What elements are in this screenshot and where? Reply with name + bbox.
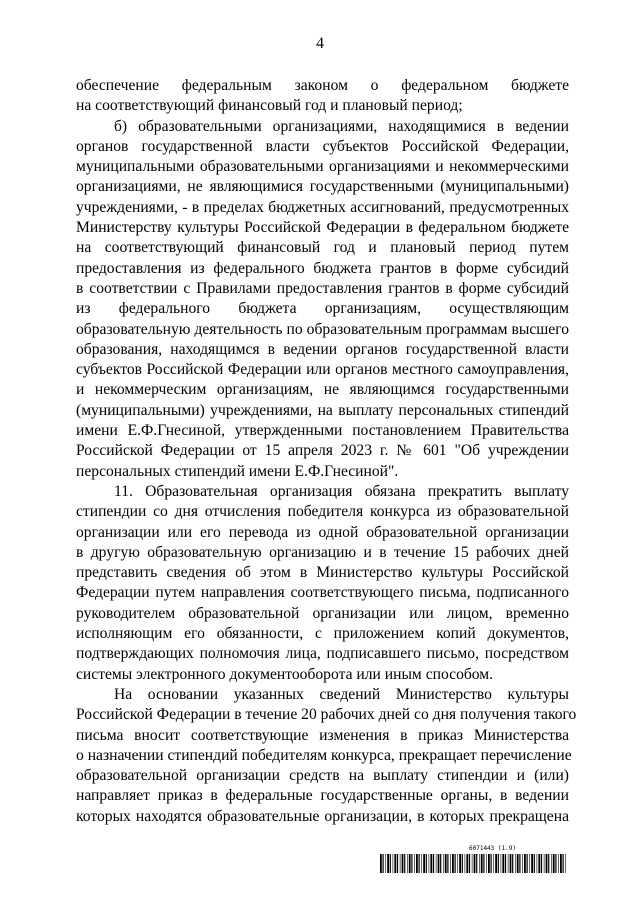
barcode-bar (457, 854, 458, 873)
barcode-bar (394, 854, 396, 873)
text-line: субъектов Российской Федерации или органов местного самоуправления, (76, 361, 569, 379)
barcode-bar (546, 854, 548, 873)
barcode-bar (555, 854, 556, 873)
text-line: Министерству культуры Российской Федерации в федеральном бюджете (76, 219, 569, 237)
text-line: организациями, не являющимися государственными (муниципальными) (76, 178, 569, 196)
barcode-bar (440, 854, 441, 873)
text-line: на соответствующий финансовый год и плановый период; (76, 97, 463, 115)
text-line: о назначении стипендий победителям конкурса, прекращает перечисление (76, 746, 572, 764)
barcode-bar (486, 854, 487, 873)
text-line: стипендии со дня отчисления победителя конкурса из образовательной (76, 503, 569, 521)
barcode-bar (443, 854, 444, 873)
barcode-bar (493, 854, 494, 873)
text-line: имени Е.Ф.Гнесиной, утвержденными постановлением Правительства (76, 422, 569, 440)
barcode-bar (390, 854, 391, 873)
document-code: 6071443 (1.9) (469, 845, 516, 852)
barcode-bar (519, 854, 520, 873)
barcode-bar (447, 854, 448, 873)
text-line: и некоммерческим организациям, не являющимся государственными (76, 381, 569, 399)
barcode-bar (502, 854, 504, 873)
text-line: муниципальными образовательными организациями и некоммерческими (76, 158, 569, 176)
barcode-bar (438, 854, 440, 873)
barcode-bar (524, 854, 526, 873)
barcode-bar (534, 854, 535, 873)
barcode-bar (544, 854, 545, 873)
barcode-bar (510, 854, 512, 873)
barcode-bar (548, 854, 549, 873)
barcode-bar (495, 854, 497, 873)
barcode-bar (407, 854, 408, 873)
barcode-bar (553, 854, 555, 873)
barcode-bar (436, 854, 437, 873)
barcode-bar (474, 854, 476, 873)
barcode-bar (411, 854, 412, 873)
barcode-bar (385, 854, 386, 873)
barcode-bar (551, 854, 552, 873)
barcode-bar (472, 854, 473, 873)
barcode-bar (563, 854, 564, 873)
text-line: в другую образовательную организацию и в течение 15 рабочих дней (76, 543, 569, 561)
barcode-bar (517, 854, 519, 873)
text-line: Российской Федерации в течение 20 рабочих дней со дня получения такого (76, 706, 577, 724)
barcode-bar (450, 854, 451, 873)
barcode-bar (481, 854, 483, 873)
text-line: органов государственной власти субъектов Российской Федерации, (76, 137, 569, 155)
barcode-bar (515, 854, 516, 873)
barcode-bar (429, 854, 430, 873)
text-line: системы электронного документооборота или иным способом. (76, 665, 494, 683)
barcode-bar (393, 854, 394, 873)
barcode-bar (423, 854, 425, 873)
barcode-bar (402, 854, 404, 873)
barcode-bar (529, 854, 530, 873)
text-line: на соответствующий финансовый год и плановый период путем (76, 239, 569, 257)
barcode-bar (522, 854, 523, 873)
barcode-bar (466, 854, 468, 873)
barcode-bar (512, 854, 513, 873)
barcode-bar (419, 854, 420, 873)
barcode-bar (527, 854, 528, 873)
barcode-bar (409, 854, 411, 873)
text-line: Российской Федерации от 15 апреля 2023 г. № 601 "Об учреждении (76, 442, 569, 460)
barcode-bar (508, 854, 509, 873)
barcode-bar (498, 854, 499, 873)
barcode-bar (483, 854, 484, 873)
barcode-bar (380, 854, 382, 873)
barcode-bar (404, 854, 405, 873)
text-line: учреждениями, - в пределах бюджетных ассигнований, предусмотренных (76, 198, 569, 216)
barcode-bar (383, 854, 384, 873)
barcode-bar (465, 854, 466, 873)
barcode-bar (400, 854, 401, 873)
text-line: б) образовательными организациями, находящимися в ведении (114, 117, 569, 135)
barcode-bar (558, 854, 559, 873)
text-line: образовательной организации средств на выплату стипендии и (или) (76, 767, 569, 785)
text-line: На основании указанных сведений Министерство культуры (114, 685, 569, 703)
barcode-bar (462, 854, 463, 873)
barcode-bar (414, 854, 415, 873)
text-line: образования, находящимся в ведении органов государственной власти (76, 340, 569, 358)
barcode-bar (452, 854, 454, 873)
text-line: руководителем образовательной организации или лицом, временно (76, 604, 569, 622)
barcode-bar (488, 854, 490, 873)
barcode-bar (476, 854, 477, 873)
text-line: организации или его перевода из одной образовательной организации (76, 523, 569, 541)
barcode-bar (455, 854, 456, 873)
barcode-bar (445, 854, 447, 873)
text-line: направляет приказ в федеральные государственные органы, в ведении (76, 787, 569, 805)
barcode-bar (421, 854, 422, 873)
text-line: предоставления из федерального бюджета грантов в форме субсидий (76, 259, 569, 277)
barcode-bar (397, 854, 398, 873)
text-line: (муниципальными) учреждениями, на выплату персональных стипендий (76, 401, 569, 419)
barcode-bar (387, 854, 389, 873)
barcode-bar (479, 854, 480, 873)
barcode-bar (560, 854, 562, 873)
text-line: представить сведения об этом в Министерство культуры Российской (76, 564, 569, 582)
text-line: в соответствии с Правилами предоставления грантов в форме субсидий (76, 279, 569, 297)
barcode-bar (538, 854, 540, 873)
barcode-bar (501, 854, 502, 873)
text-line: подтверждающих полномочия лица, подписавшего письмо, посредством (76, 645, 569, 663)
text-line: Федерации путем направления соответствующего письма, подписанного (76, 584, 569, 602)
page-number: 4 (316, 35, 324, 52)
text-line: письма вносит соответствующие изменения в приказ Министерства (76, 726, 569, 744)
barcode-bar (430, 854, 432, 873)
text-line: 11. Образовательная организация обязана прекратить выплату (114, 482, 569, 500)
text-line: исполняющим его обязанности, с приложением копий документов, (76, 625, 569, 643)
text-line: из федерального бюджета организациям, осуществляющим (76, 300, 569, 318)
barcode (380, 854, 568, 873)
document-body (76, 76, 577, 827)
barcode-bar (531, 854, 533, 873)
barcode-bar (469, 854, 470, 873)
text-line: обеспечение федеральным законом о федеральном бюджете (76, 77, 569, 94)
barcode-bar (565, 854, 566, 873)
text-line: которых находятся образовательные организации, в которых прекращена (76, 807, 569, 825)
barcode-bar (491, 854, 492, 873)
barcode-bar (541, 854, 542, 873)
barcode-bar (426, 854, 427, 873)
text-line: образовательную деятельность по образовательным программам высшего (76, 320, 569, 338)
barcode-bar (537, 854, 538, 873)
barcode-bar (433, 854, 434, 873)
barcode-bar (459, 854, 461, 873)
barcode-bar (505, 854, 506, 873)
barcode-bar (416, 854, 418, 873)
text-line: персональных стипендий имени Е.Ф.Гнесиной". (76, 462, 399, 480)
